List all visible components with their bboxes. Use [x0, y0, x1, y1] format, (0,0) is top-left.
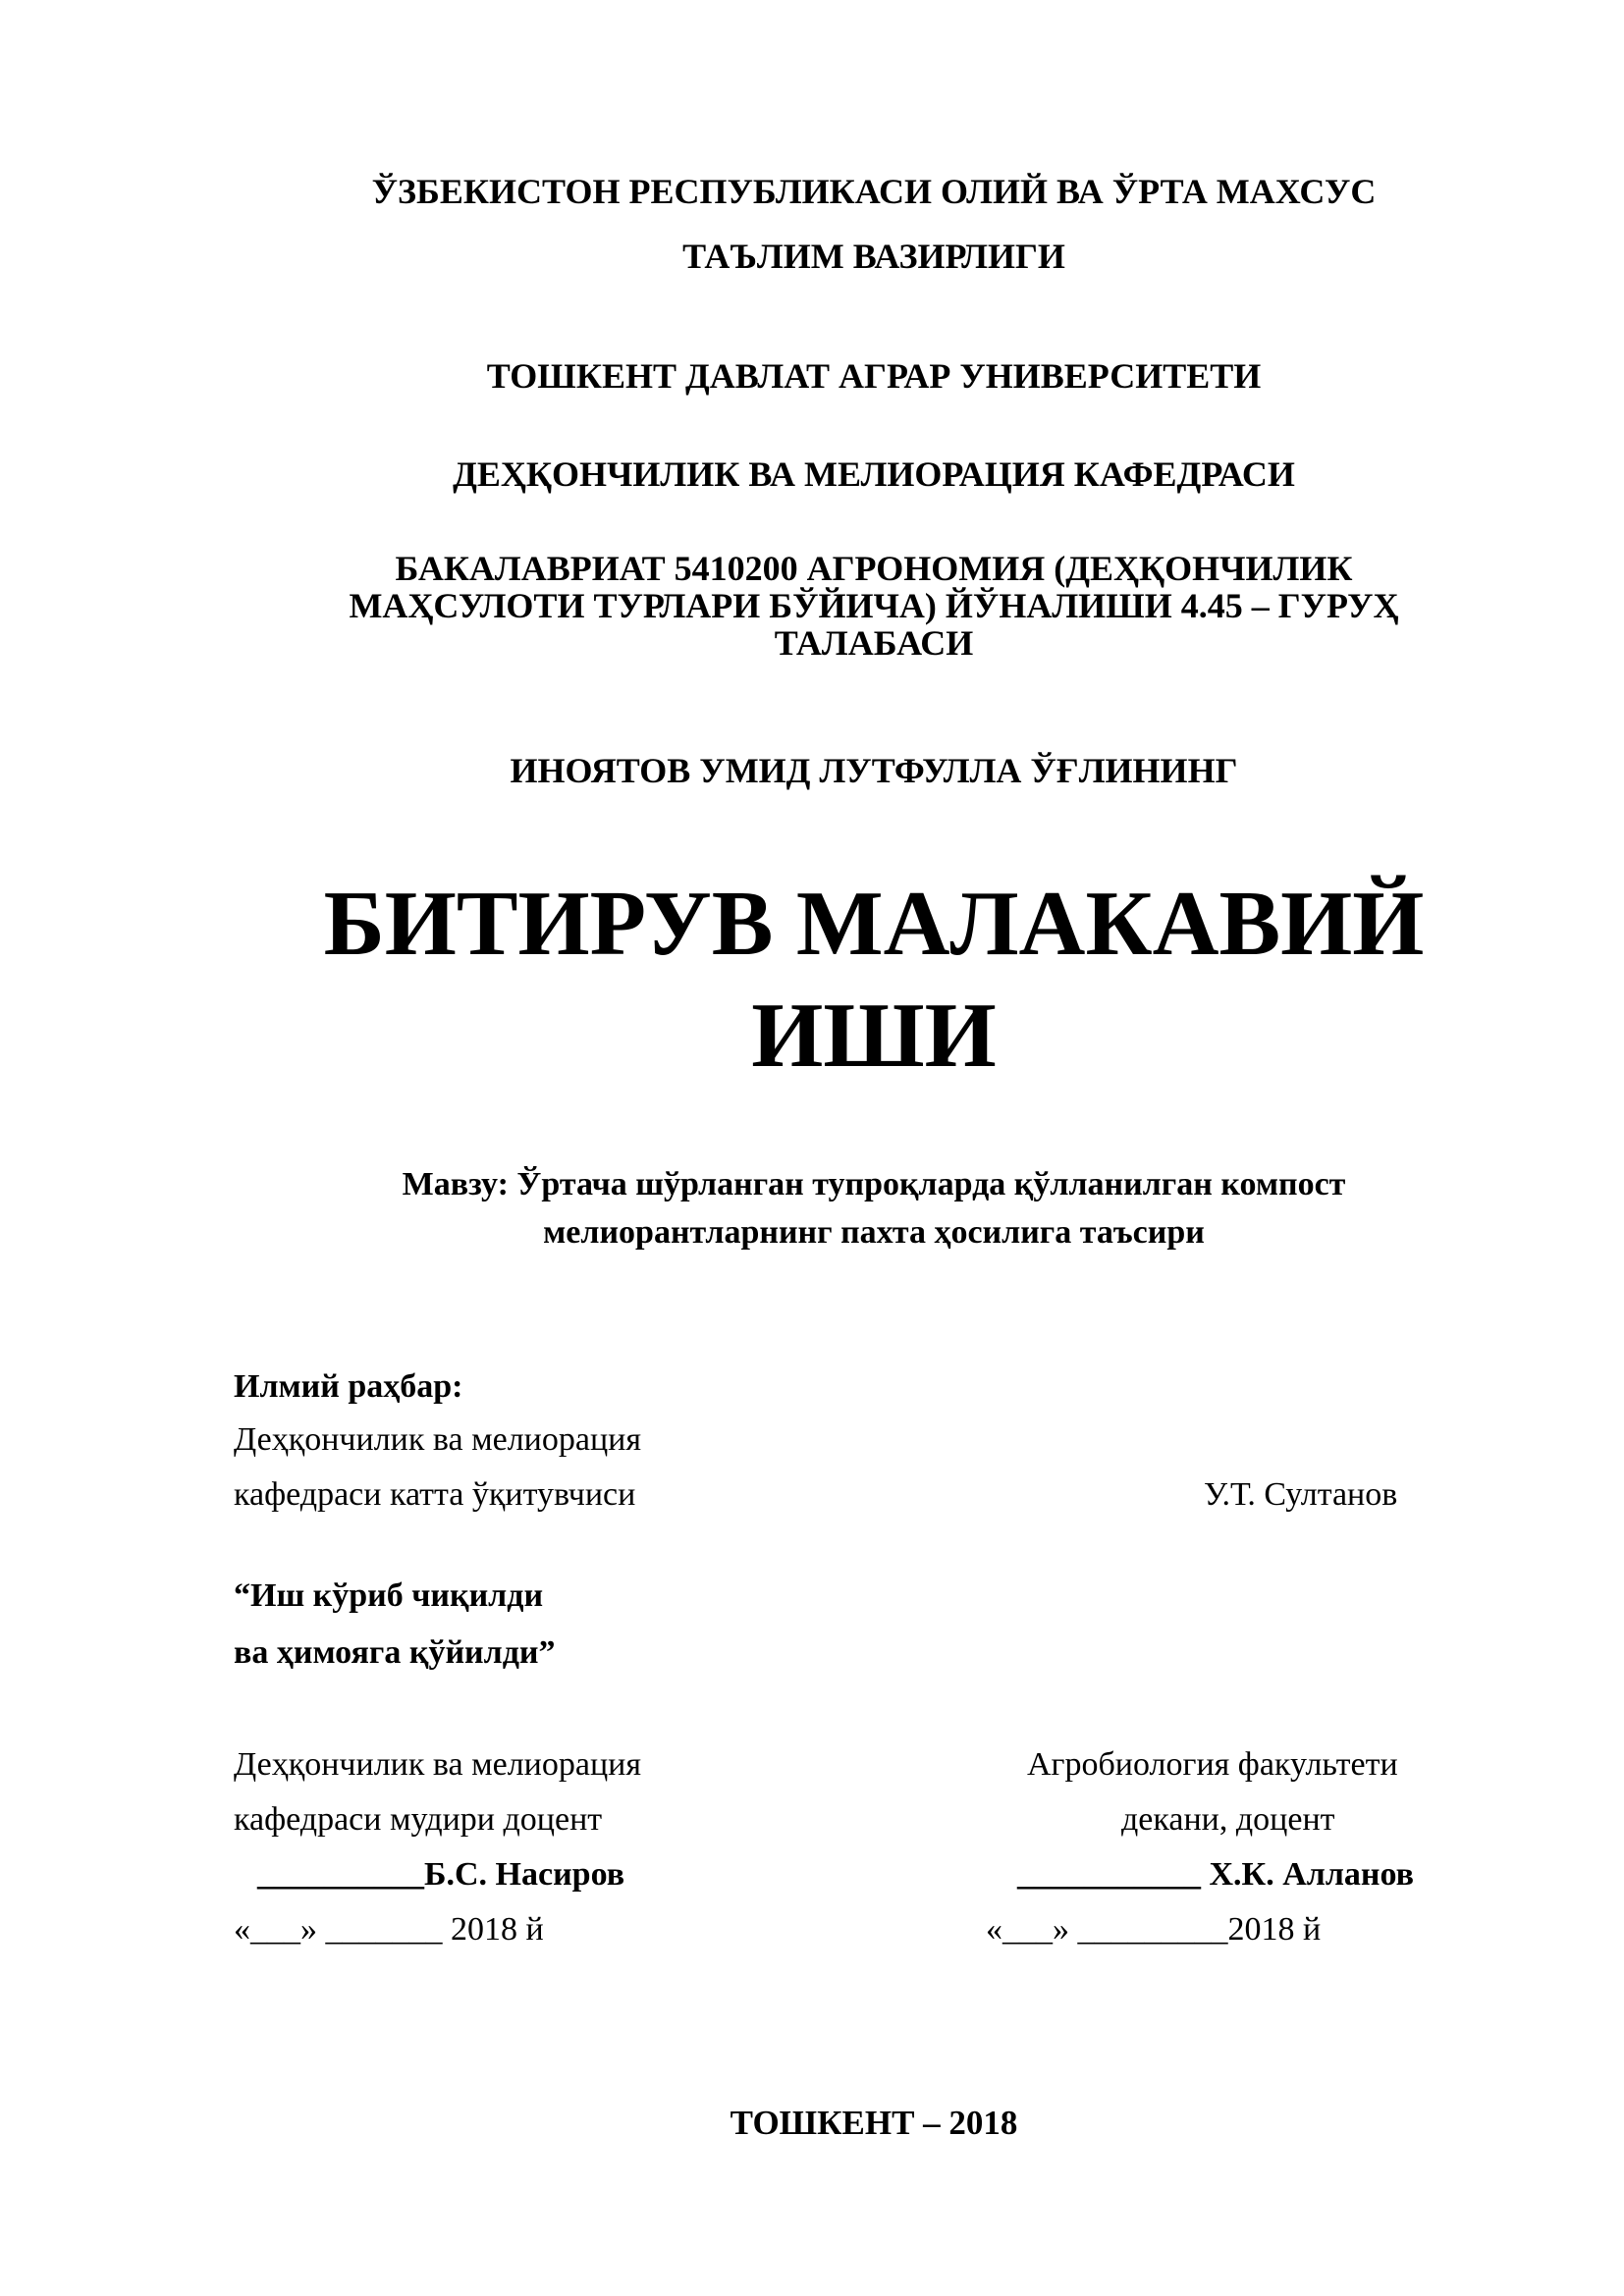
head-of-department-line-1: Деҳқончилик ва мелиорация: [234, 1746, 641, 1783]
head-of-department-signature: [257, 1855, 624, 1895]
department-name: ДЕҲҚОНЧИЛИК ВА МЕЛИОРАЦИЯ КАФЕДРАСИ: [453, 454, 1295, 494]
dean-line-1: Агробиология факультети: [1027, 1746, 1398, 1783]
ministry-heading: [196, 159, 1551, 289]
university-name: ТОШКЕНТ ДАВЛАТ АГРАР УНИВЕРСИТЕТИ: [486, 356, 1262, 396]
title-line-1: БИТИРУВ МАЛАКАВИЙ: [323, 873, 1425, 975]
supervisor-name: У.Т. Султанов: [1204, 1476, 1398, 1513]
program-line-2: МАҲСУЛОТИ ТУРЛАРИ БЎЙИЧА) ЙЎНАЛИШИ 4.45 – ГУРУҲ: [349, 586, 1399, 625]
head-of-department-line-2: кафедраси мудири доцент: [234, 1801, 603, 1838]
signature-line: __________: [257, 1856, 424, 1893]
dean-name: Х.К. Алланов: [1209, 1856, 1415, 1893]
document-title: [196, 868, 1551, 1092]
topic-line-2: мелиорантларнинг пахта ҳосилига таъсири: [543, 1214, 1205, 1251]
supervisor-line-2: кафедраси катта ўқитувчиси: [234, 1476, 636, 1513]
student-name: ИНОЯТОВ УМИД ЛУТФУЛЛА ЎҒЛИНИНГ: [510, 751, 1238, 790]
supervisor-heading: Илмий раҳбар:: [234, 1368, 463, 1405]
topic-line-1: Мавзу: Ўртача шўрланган тупроқларда қўлланилган компост: [402, 1166, 1346, 1202]
program-info: [196, 550, 1551, 662]
city-year: ТОШКЕНТ – 2018: [730, 2104, 1018, 2142]
dean-date: «___» _________2018 й: [986, 1911, 1322, 1948]
ministry-line-2: ТАЪЛИМ ВАЗИРЛИГИ: [682, 237, 1065, 276]
dean-signature: [1017, 1855, 1414, 1895]
supervisor-line-1: Деҳқончилик ва мелиорация: [234, 1421, 641, 1458]
approval-line-1: “Иш кўриб чиқилди: [234, 1577, 544, 1614]
ministry-line-1: ЎЗБЕКИСТОН РЕСПУБЛИКАСИ ОЛИЙ ВА ЎРТА МАХСУС: [371, 172, 1377, 211]
signature-line: ___________: [1017, 1856, 1201, 1893]
head-of-department-name: Б.С. Насиров: [424, 1856, 625, 1893]
head-of-department-date: «___» _______ 2018 й: [234, 1911, 544, 1948]
program-line-1: БАКАЛАВРИАТ 5410200 АГРОНОМИЯ (ДЕҲҚОНЧИЛИК: [395, 549, 1353, 588]
topic: [196, 1160, 1551, 1256]
program-line-3: ТАЛАБАСИ: [774, 623, 974, 663]
dean-line-2: декани, доцент: [1121, 1801, 1335, 1838]
approval-line-2: ва ҳимояга қўйилди”: [234, 1634, 556, 1671]
title-line-2: ИШИ: [751, 985, 997, 1087]
